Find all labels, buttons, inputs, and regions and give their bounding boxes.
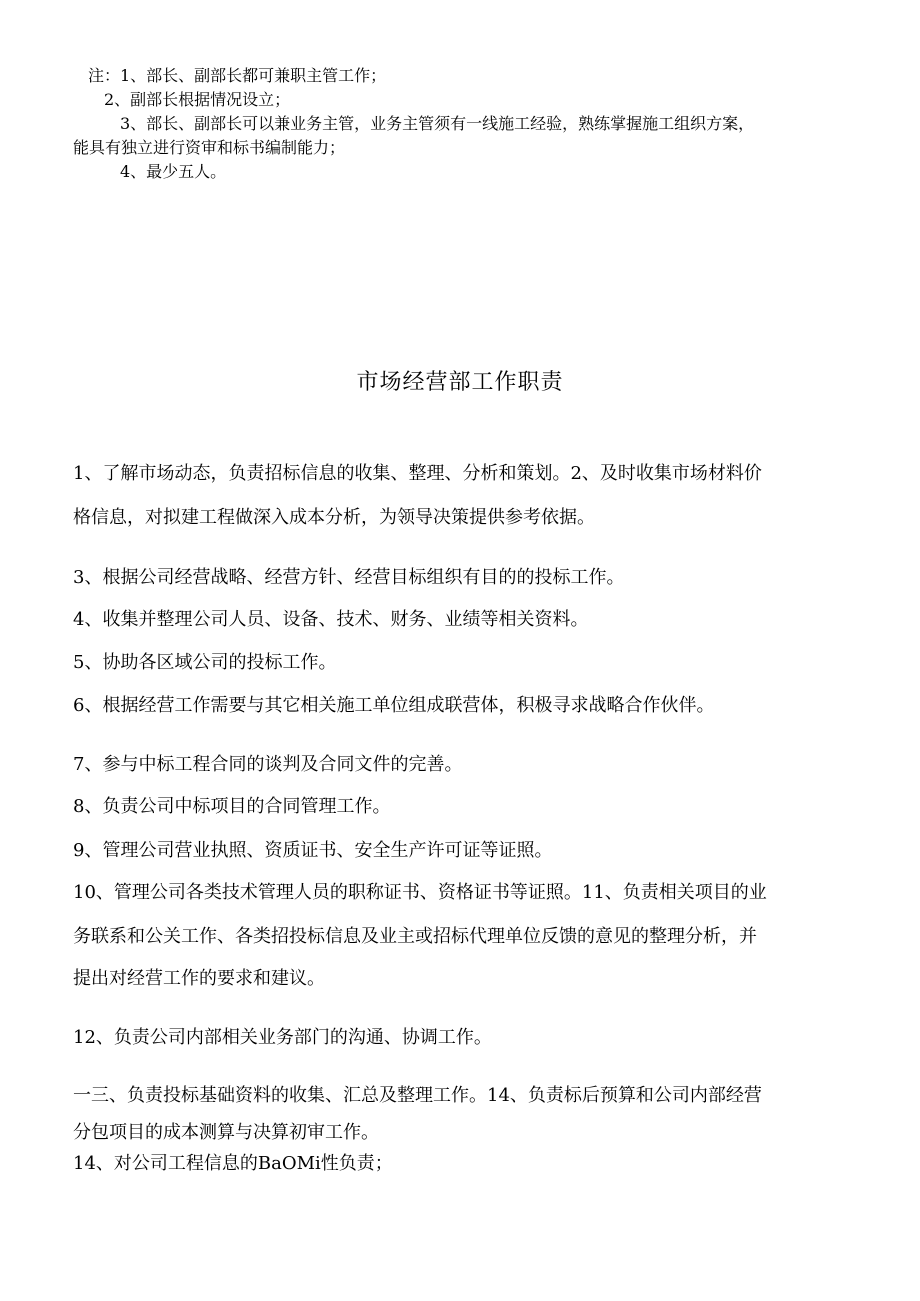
duty-1-line-1: 1、了解市场动态，负责招标信息的收集、整理、分析和策划。2、及时收集市场材料价 bbox=[73, 463, 762, 484]
duty-13-line-1: 一三、负责投标基础资料的收集、汇总及整理工作。14、负责标后预算和公司内部经营 bbox=[73, 1085, 762, 1106]
duty-12: 12、负责公司内部相关业务部门的沟通、协调工作。 bbox=[73, 1027, 492, 1048]
duty-5: 5、协助各区域公司的投标工作。 bbox=[73, 652, 337, 673]
duty-1-line-2: 格信息，对拟建工程做深入成本分析，为领导决策提供参考依据。 bbox=[73, 507, 595, 528]
duty-10-line-3: 提出对经营工作的要求和建议。 bbox=[73, 968, 325, 989]
duty-10-line-2: 务联系和公关工作、各类招投标信息及业主或招标代理单位反馈的意见的整理分析，并 bbox=[73, 926, 757, 947]
page-title: 市场经营部工作职责 bbox=[356, 370, 564, 395]
note-line-1: 注：1、部长、副部长都可兼职主管工作； bbox=[88, 66, 387, 85]
note-line-3-continued: 能具有独立进行资审和标书编制能力； bbox=[73, 138, 346, 157]
duty-10-line-1: 10、管理公司各类技术管理人员的职称证书、资格证书等证照。11、负责相关项目的业 bbox=[73, 882, 767, 903]
duty-13-line-2: 分包项目的成本测算与决算初审工作。 bbox=[73, 1122, 379, 1143]
duty-14: 14、对公司工程信息的BaOMi性负责； bbox=[73, 1153, 393, 1174]
duty-8: 8、负责公司中标项目的合同管理工作。 bbox=[73, 796, 391, 817]
note-line-4: 4、最少五人。 bbox=[120, 162, 227, 181]
duty-3: 3、根据公司经营战略、经营方针、经营目标组织有目的的投标工作。 bbox=[73, 567, 625, 588]
note-line-2: 2、副部长根据情况设立； bbox=[104, 90, 291, 109]
duty-6: 6、根据经营工作需要与其它相关施工单位组成联营体，积极寻求战略合作伙伴。 bbox=[73, 695, 715, 716]
duty-4: 4、收集并整理公司人员、设备、技术、财务、业绩等相关资料。 bbox=[73, 609, 589, 630]
duty-9: 9、管理公司营业执照、资质证书、安全生产许可证等证照。 bbox=[73, 840, 553, 861]
note-line-3: 3、部长、副部长可以兼业务主管，业务主管须有一线施工经验，熟练掌握施工组织方案， bbox=[120, 114, 755, 133]
duty-7: 7、参与中标工程合同的谈判及合同文件的完善。 bbox=[73, 754, 463, 775]
